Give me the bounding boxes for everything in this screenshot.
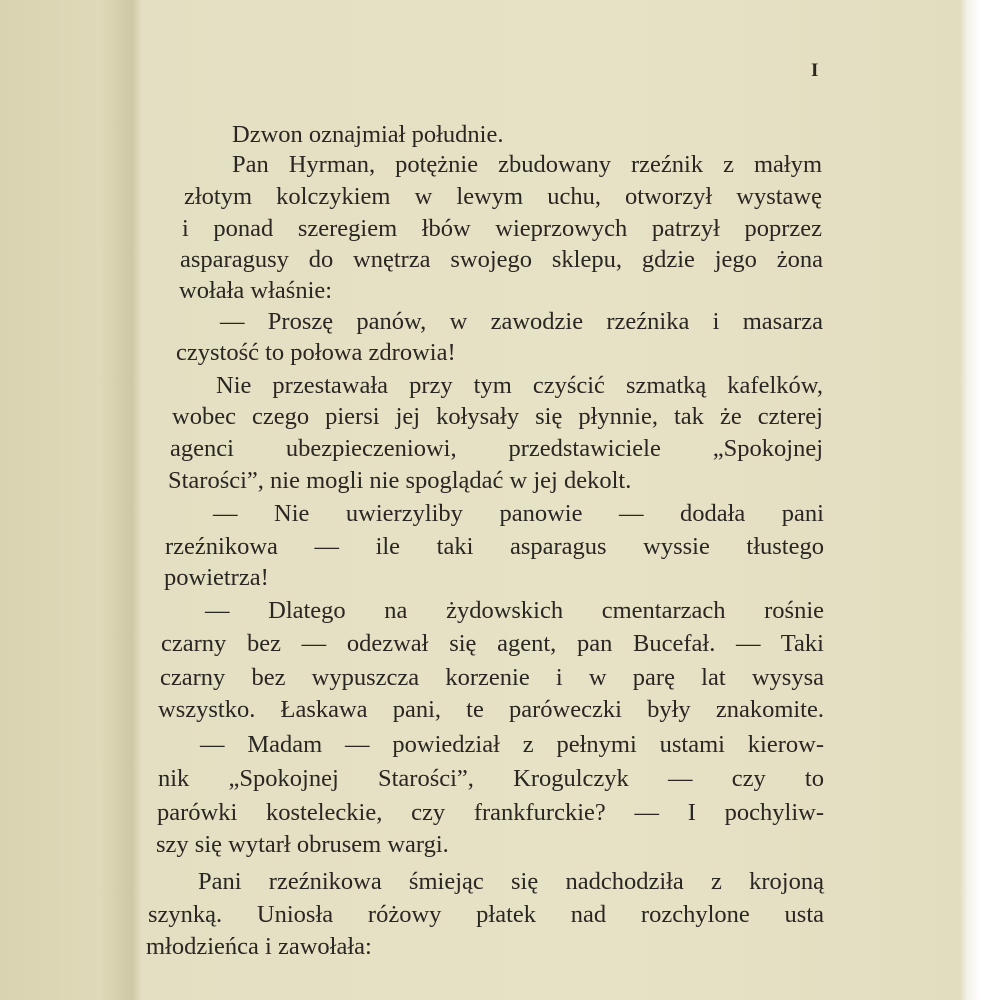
text-line: czarny bez wypuszcza korzenie i w parę lat wysysa [160,664,824,691]
text-line: rzeźnikowa — ile taki asparagus wyssie tłustego [165,533,824,560]
text-line: Nie przestawała przy tym czyścić szmatką kafelków, [216,372,823,399]
text-line: szynką. Uniosła różowy płatek nad rozchylone usta [148,901,824,928]
text-line: Pan Hyrman, potężnie zbudowany rzeźnik z małym [232,151,822,178]
text-line: Dzwon oznajmiał południe. [232,121,504,148]
text-line: szy się wytarł obrusem wargi. [156,831,449,858]
page-number: I [811,60,819,81]
text-line: złotym kolczykiem w lewym uchu, otworzył wystawę [184,183,822,210]
text-line: powietrza! [164,564,269,591]
text-line: czarny bez — odezwał się agent, pan Bucefał. — Taki [161,630,824,657]
text-line: — Proszę panów, w zawodzie rzeźnika i masarza [220,308,823,335]
text-line: i ponad szeregiem łbów wieprzowych patrzył poprzez [182,215,822,242]
text-line: młodzieńca i zawołała: [146,933,372,960]
text-line: wobec czego piersi jej kołysały się płynnie, tak że czterej [172,403,823,430]
text-line: agenci ubezpieczeniowi, przedstawiciele „Spokojnej [170,435,823,462]
text-line: Pani rzeźnikowa śmiejąc się nadchodziła z krojoną [198,868,824,895]
text-line: czystość to połowa zdrowia! [176,339,456,366]
text-line: — Nie uwierzyliby panowie — dodała pani [213,500,824,527]
text-line: asparagusy do wnętrza swojego sklepu, gdzie jego żona [180,246,823,273]
text-line: wszystko. Łaskawa pani, te paróweczki były znakomite. [158,696,824,723]
text-line: nik „Spokojnej Starości”, Krogulczyk — czy to [158,765,824,792]
text-line: — Dlatego na żydowskich cmentarzach rośnie [205,597,824,624]
text-line: Starości”, nie mogli nie spoglądać w jej dekolt. [168,467,632,494]
text-line: — Madam — powiedział z pełnymi ustami kierow- [200,731,824,758]
text-line: parówki kosteleckie, czy frankfurckie? — I pochyliw- [157,799,824,826]
text-line: wołała właśnie: [179,277,333,304]
